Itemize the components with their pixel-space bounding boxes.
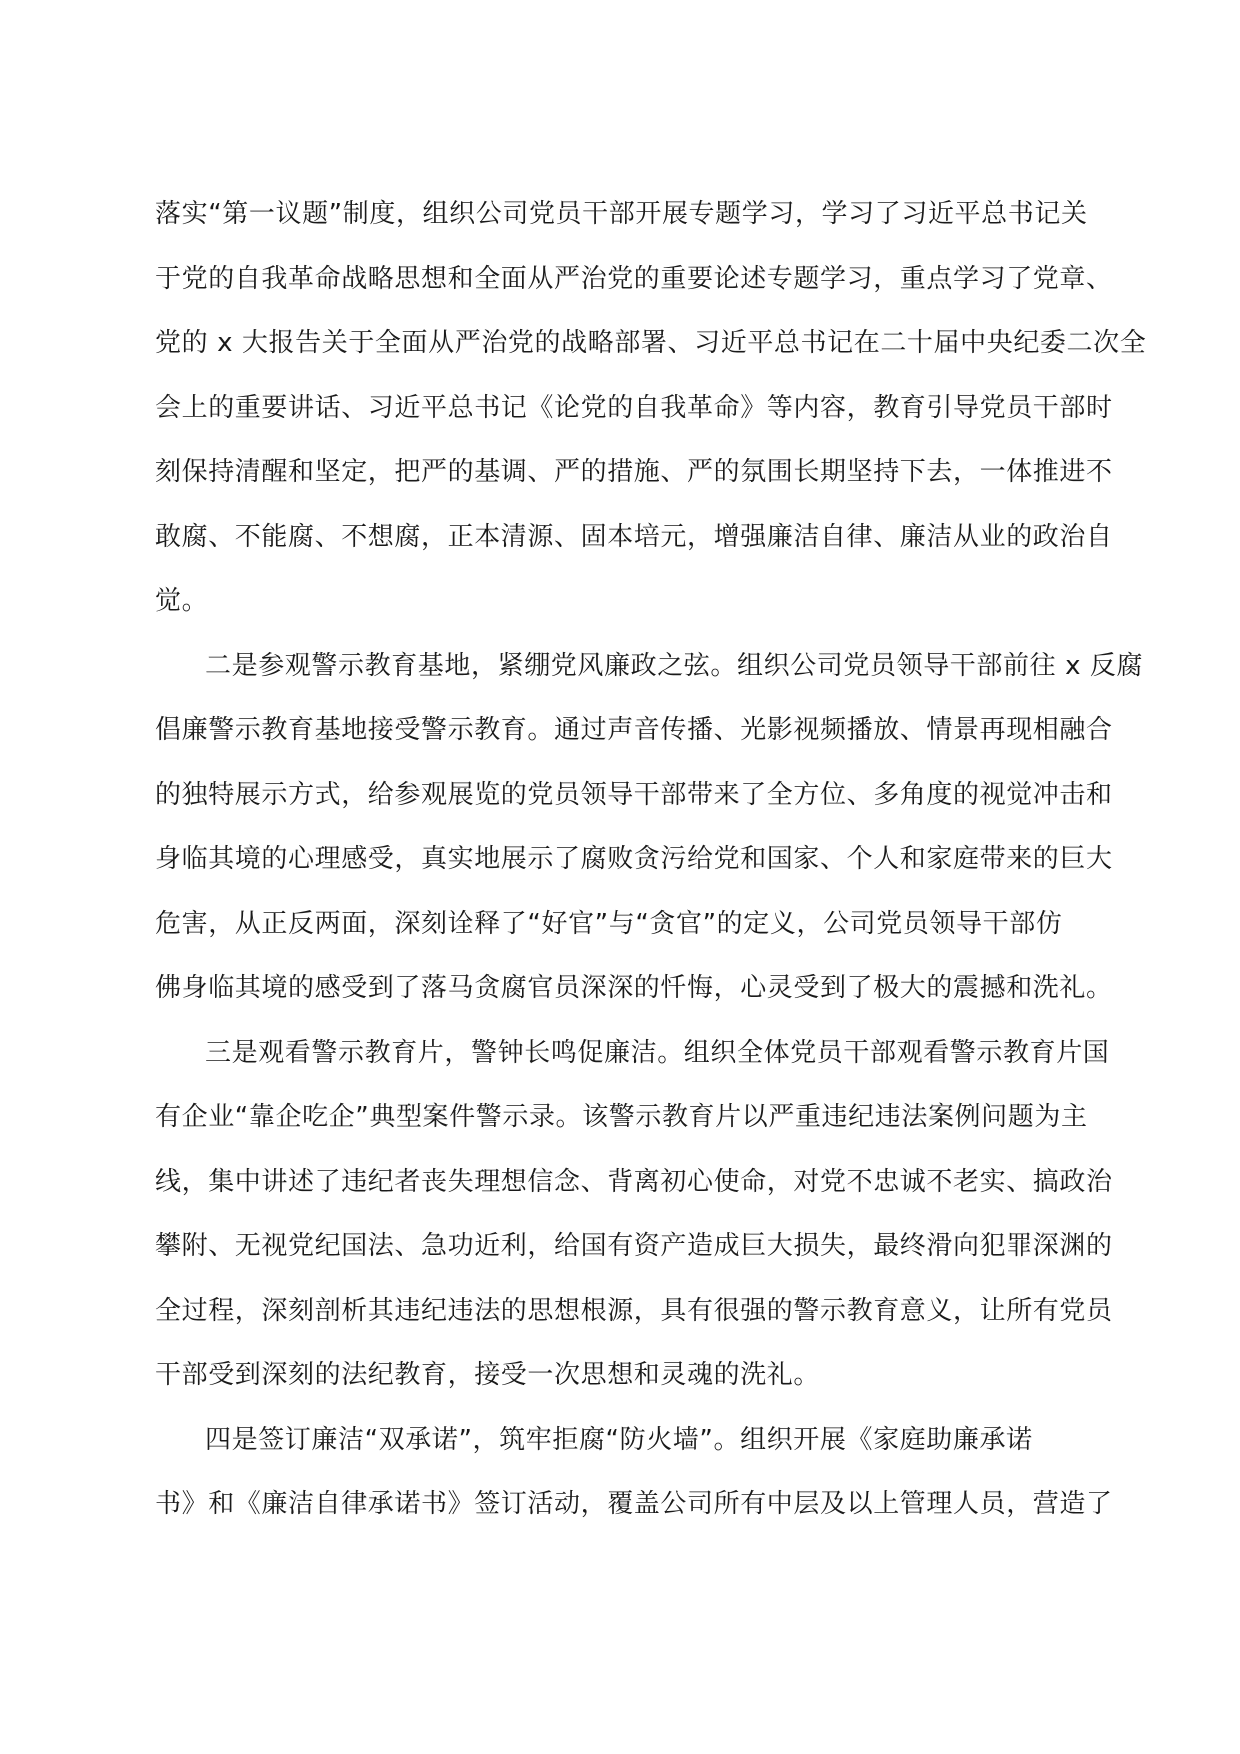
text-line: 觉。 [155,586,209,616]
text-line: 会上的重要讲话、习近平总书记《论党的自我革命》等内容，教育引导党员干部时 [155,392,1113,423]
text-line: 干部受到深刻的法纪教育，接受一次思想和灵魂的洗礼。 [155,1360,821,1390]
paragraph-first-line: 三是观看警示教育片，警钟长鸣促廉洁。组织全体党员干部观看警示教育片国 [205,1037,1110,1068]
text-line: 攀附、无视党纪国法、急功近利，给国有资产造成巨大损失，最终滑向犯罪深渊的 [155,1231,1113,1261]
text-line: 有企业“靠企吃企”典型案件警示录。该警示教育片以严重违纪违法案例问题为主 [155,1102,1088,1132]
text-line: 身临其境的心理感受，真实地展示了腐败贪污给党和国家、个人和家庭带来的巨大 [155,844,1113,874]
text-line: 倡廉警示教育基地接受警示教育。通过声音传播、光影视频播放、情景再现相融合 [155,715,1113,745]
text-line: 全过程，深刻剖析其违纪违法的思想根源，具有很强的警示教育意义，让所有党员 [155,1295,1113,1326]
text-line: 佛身临其境的感受到了落马贪腐官员深深的忏悔，心灵受到了极大的震撼和洗礼。 [155,973,1113,1003]
text-line: 落实“第一议题”制度，组织公司党员干部开展专题学习，学习了习近平总书记关 [155,199,1088,229]
text-line: 线，集中讲述了违纪者丧失理想信念、背离初心使命，对党不忠诚不老实、搞政治 [155,1166,1113,1197]
text-line: 于党的自我革命战略思想和全面从严治党的重要论述专题学习，重点学习了党章、 [155,263,1113,294]
paragraph-first-line: 二是参观警示教育基地，紧绷党风廉政之弦。组织公司党员领导干部前往 x 反腐 [205,650,1144,681]
text-line: 党的 x 大报告关于全面从严治党的战略部署、习近平总书记在二十届中央纪委二次全 [155,328,1147,358]
text-line: 危害，从正反两面，深刻诠释了“好官”与“贪官”的定义，公司党员领导干部仿 [155,908,1063,939]
text-line: 书》和《廉洁自律承诺书》签订活动，覆盖公司所有中层及以上管理人员，营造了 [155,1489,1113,1519]
text-line: 刻保持清醒和坚定，把严的基调、严的措施、严的氛围长期坚持下去，一体推进不 [155,457,1113,487]
paragraph-first-line: 四是签订廉洁“双承诺”，筑牢拒腐“防火墙”。组织开展《家庭助廉承诺 [205,1424,1033,1455]
text-line: 的独特展示方式，给参观展览的党员领导干部带来了全方位、多角度的视觉冲击和 [155,779,1113,810]
text-line: 敢腐、不能腐、不想腐，正本清源、固本培元，增强廉洁自律、廉洁从业的政治自 [155,521,1113,552]
body-text [155,182,1147,1537]
